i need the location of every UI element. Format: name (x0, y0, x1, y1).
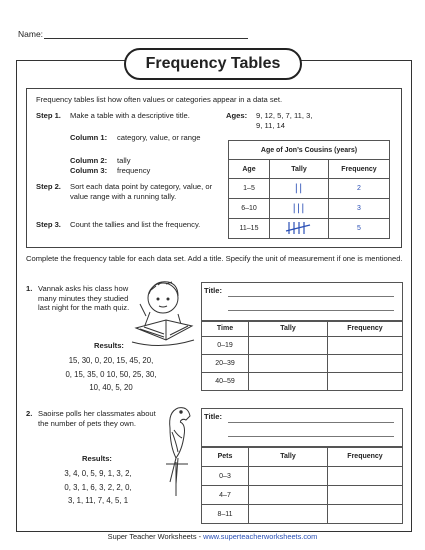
problem2-table (201, 446, 403, 524)
table-row (202, 486, 403, 505)
problem1-range-cell: 0–19 (202, 337, 249, 355)
problem2-range-cell: 4–7 (202, 486, 249, 505)
name-label: Name: (18, 29, 44, 39)
table-row (202, 373, 403, 391)
results-line: 3, 1, 11, 7, 4, 5, 1 (67, 496, 129, 505)
example-header-tally: Tally (270, 160, 329, 179)
step3-text: Count the tallies and list the frequency. (70, 220, 201, 229)
problem1-header-frequency: Frequency (328, 321, 403, 337)
problem2-header-frequency: Frequency (328, 447, 403, 467)
example-header-frequency: Frequency (329, 160, 390, 179)
problem1-title-box (201, 282, 403, 322)
instructions: Complete the frequency table for each data set. Add a title. Specify the unit of measurement if one is mentioned. (26, 254, 403, 263)
problem1-range-cell: 20–39 (202, 355, 249, 373)
table-row (202, 355, 403, 373)
problem2-frequency-cell[interactable] (328, 486, 403, 505)
problem2-results (24, 467, 172, 508)
col2-text: tally (117, 156, 131, 165)
problem2-range-cell: 0–3 (202, 467, 249, 486)
problem1-frequency-cell[interactable] (328, 373, 403, 391)
example-tally-cell: ||| (270, 199, 329, 219)
problem2-title-line[interactable] (228, 436, 394, 437)
problem1-tally-cell[interactable] (249, 355, 328, 373)
problem1-tally-cell[interactable] (249, 373, 328, 391)
results-line: 10, 40, 5, 20 (89, 383, 133, 392)
example-header-age: Age (229, 160, 270, 179)
problem1-range-cell: 40–59 (202, 373, 249, 391)
results-line: 0, 15, 35, 0 10, 50, 25, 30, (65, 369, 157, 379)
table-row (202, 337, 403, 355)
example-age-cell: 6–10 (229, 199, 270, 219)
problem1-frequency-cell[interactable] (328, 355, 403, 373)
results-line: 0, 3, 1, 6, 3, 2, 2, 0, (64, 482, 132, 492)
ages-line1: 9, 12, 5, 7, 11, 3, (256, 111, 313, 120)
problem1-results-label: Results: (94, 341, 124, 350)
step2-text: Sort each data point by category, value, or value range with a running tally. (70, 182, 213, 201)
table-row (202, 467, 403, 486)
step1-text: Make a table with a descriptive title. (70, 111, 190, 120)
name-line[interactable] (44, 38, 248, 39)
table-row (202, 505, 403, 524)
problem2-results-label: Results: (82, 454, 112, 463)
problem2-title-label: Title: (204, 412, 223, 421)
problem2-frequency-cell[interactable] (328, 467, 403, 486)
step1-label: Step 1. (36, 111, 61, 120)
problem2-tally-cell[interactable] (249, 467, 328, 486)
example-frequency-cell: 2 (329, 179, 390, 199)
col3-text: frequency (117, 166, 151, 175)
problem1-header-tally: Tally (249, 321, 328, 337)
step2-label: Step 2. (36, 182, 61, 191)
intro-text: Frequency tables list how often values or categories appear in a data set. (36, 95, 283, 104)
page-title: Frequency Tables (124, 48, 302, 80)
ages-label: Ages: (226, 111, 248, 120)
table-row (229, 219, 390, 239)
problem2-title-line[interactable] (228, 422, 394, 423)
problem2-frequency-cell[interactable] (328, 505, 403, 524)
problem1-table (201, 320, 403, 391)
tally-five-icon (285, 221, 313, 235)
example-frequency-cell: 5 (329, 219, 390, 239)
problem1-title-line[interactable] (228, 296, 394, 297)
results-line: 3, 4, 0, 5, 9, 1, 3, 2, (64, 469, 132, 478)
step3-label: Step 3. (36, 220, 61, 229)
problem2-header-tally: Tally (249, 447, 328, 467)
problem1-text: Vannak asks his class how many minutes they studied last night for the math quiz. (38, 284, 130, 312)
col1-text: category, value, or range (117, 133, 201, 142)
example-tally-cell (270, 219, 329, 239)
results-line: 15, 30, 0, 20, 15, 45, 20, (68, 356, 154, 365)
problem2-number: 2. (26, 409, 33, 418)
col1-label: Column 1: (70, 133, 108, 142)
footer-brand: Super Teacher Worksheets (107, 532, 197, 541)
problem1-tally-cell[interactable] (249, 337, 328, 355)
example-age-cell: 1–5 (229, 179, 270, 199)
table-row (229, 199, 390, 219)
problem1-number: 1. (26, 284, 33, 293)
example-table-title: Age of Jon’s Cousins (years) (229, 141, 390, 160)
problem1-results (30, 354, 192, 395)
problem1-title-label: Title: (204, 286, 223, 295)
problem2-header-pets: Pets (202, 447, 249, 467)
problem2-title-box (201, 408, 403, 448)
ages-line2: 9, 11, 14 (256, 121, 285, 130)
example-table (228, 140, 390, 239)
table-row (229, 179, 390, 199)
problem2-tally-cell[interactable] (249, 486, 328, 505)
footer (0, 532, 425, 541)
problem1-header-time: Time (202, 321, 249, 337)
problem1-frequency-cell[interactable] (328, 337, 403, 355)
example-tally-cell: || (270, 179, 329, 199)
problem2-tally-cell[interactable] (249, 505, 328, 524)
student-studying-illustration (126, 276, 196, 354)
problem2-range-cell: 8–11 (202, 505, 249, 524)
col3-label: Column 3: (70, 166, 108, 175)
example-age-cell: 11–15 (229, 219, 270, 239)
col2-label: Column 2: (70, 156, 108, 165)
example-frequency-cell: 3 (329, 199, 390, 219)
problem2-text: Saoirse polls her classmates about the number of pets they own. (38, 409, 156, 428)
problem1-title-line[interactable] (228, 310, 394, 311)
footer-url-link[interactable]: www.superteacherworksheets.com (203, 532, 318, 541)
footer-separator: - (196, 532, 204, 541)
